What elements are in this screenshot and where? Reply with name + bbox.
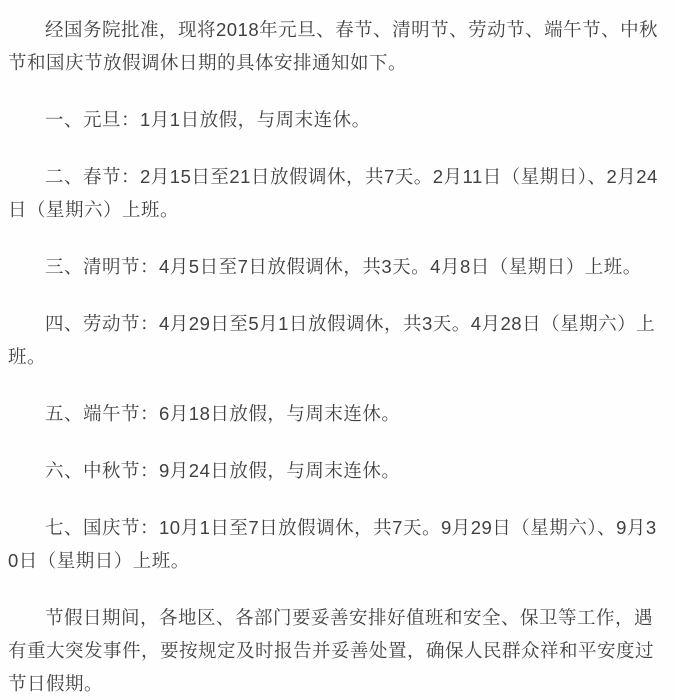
paragraph-spring-festival: 二、春节：2月15日至21日放假调休，共7天。2月11日（星期日）、2月24日（星期六）上班。 xyxy=(8,166,658,220)
paragraph-mid-autumn: 六、中秋节：9月24日放假，与周末连休。 xyxy=(45,460,401,481)
paragraph-new-year: 一、元旦：1月1日放假，与周末连休。 xyxy=(45,109,371,130)
paragraph-labor-day: 四、劳动节：4月29日至5月1日放假调休，共3天。4月28日（星期六）上班。 xyxy=(8,313,656,367)
paragraph-national-day: 七、国庆节：10月1日至7日放假调休，共7天。9月29日（星期六）、9月30日（星期日）上班。 xyxy=(8,517,657,571)
paragraph-qingming: 三、清明节：4月5日至7日放假调休，共3天。4月8日（星期日）上班。 xyxy=(45,256,642,277)
paragraph-dragon-boat: 五、端午节：6月18日放假，与周末连休。 xyxy=(45,403,401,424)
paragraph-closing: 节假日期间，各地区、各部门要妥善安排好值班和安全、保卫等工作，遇有重大突发事件，要按规定及时报告并妥善处置，确保人民群众祥和平安度过节日假期。 xyxy=(8,607,655,694)
paragraph-intro: 经国务院批准，现将2018年元旦、春节、清明节、劳动节、端午节、中秋节和国庆节放假调休日期的具体安排通知如下。 xyxy=(8,19,659,73)
